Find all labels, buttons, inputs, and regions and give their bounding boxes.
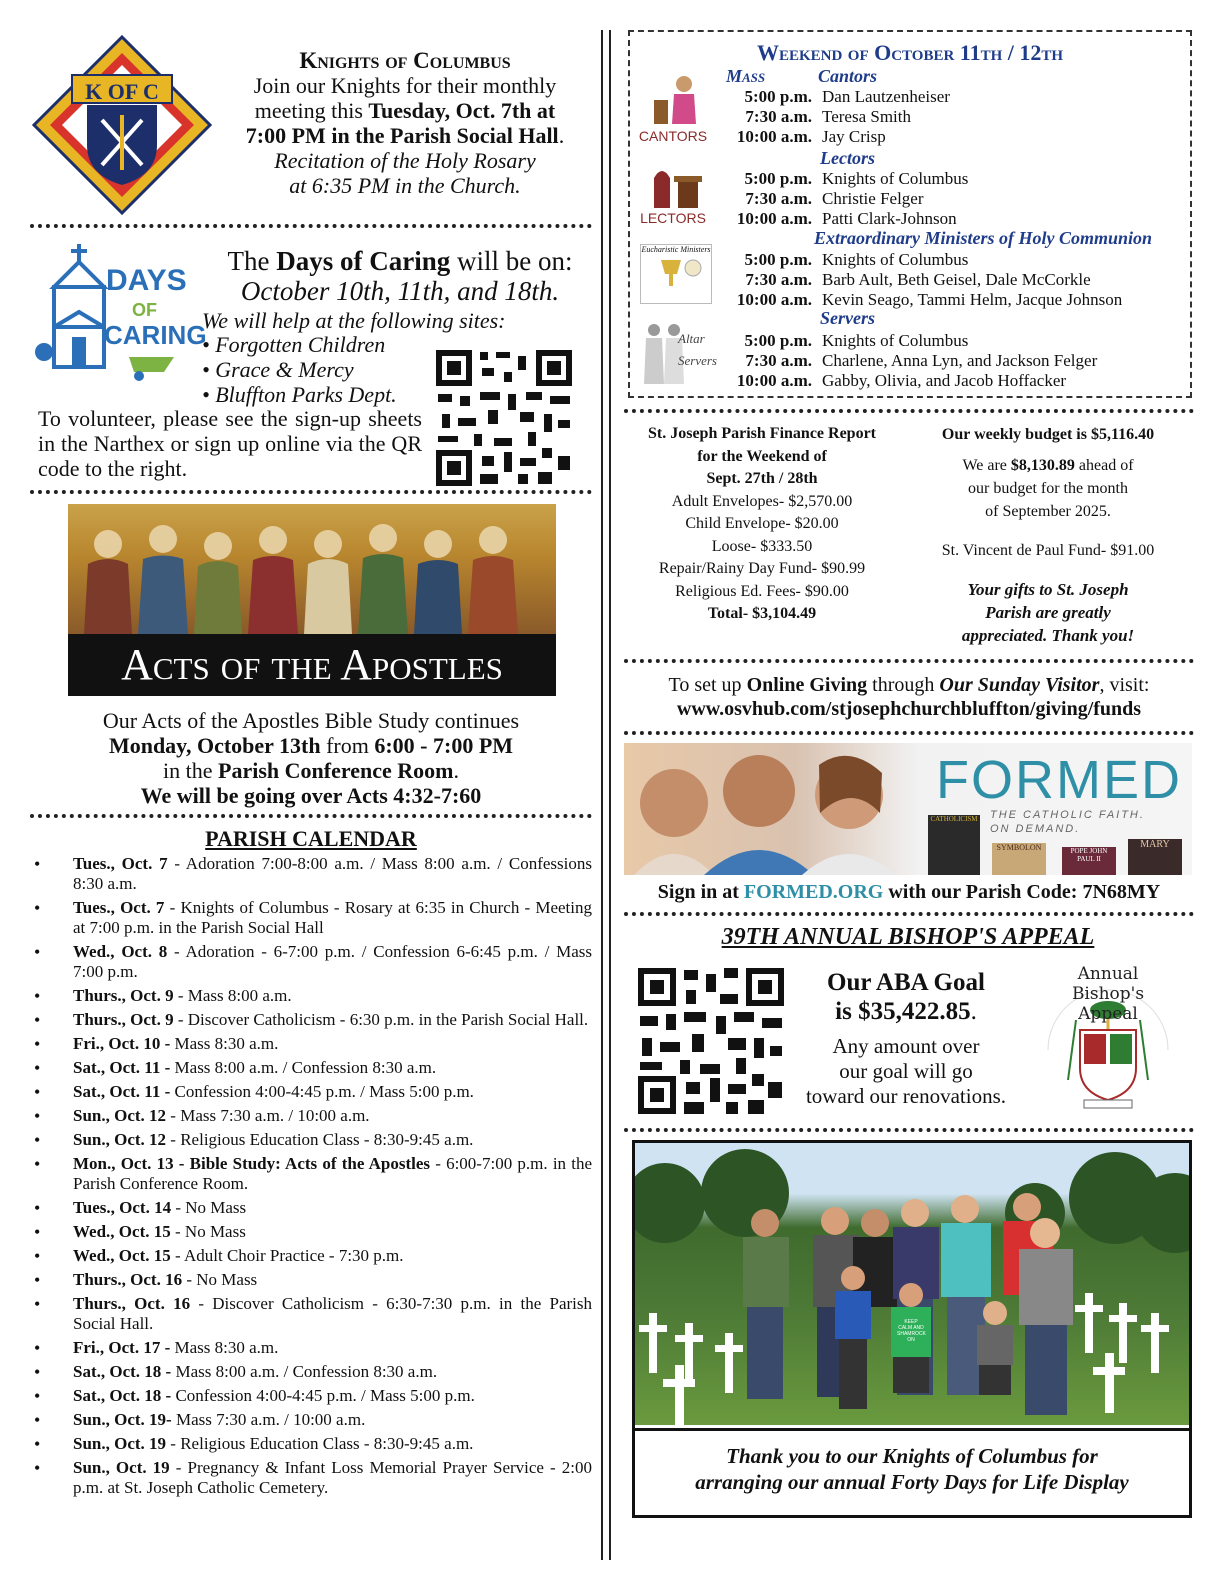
budget-block	[910, 423, 1186, 647]
acts-line3: in the Parish Conference Room.	[163, 758, 459, 783]
photo-frame	[632, 1140, 1192, 1518]
kofc-text	[220, 48, 590, 198]
calendar-item-date: Sat., Oct. 11 -	[73, 1082, 171, 1101]
calendar-item-date: Sat., Oct. 18 -	[73, 1386, 172, 1405]
calendar-item-text: - Mass 7:30 a.m. / 10:00 a.m.	[166, 1106, 370, 1125]
cantors-icon	[634, 72, 712, 142]
svdp-fund: St. Vincent de Paul Fund- $91.00	[941, 542, 1155, 559]
calendar-item-text: - Adoration - 6-7:00 p.m. / Confession 6-6:45 p.m. / Mass 7:00 p.m.	[73, 942, 592, 981]
formed-logo: FORMED	[936, 750, 1182, 810]
em-icon	[640, 244, 712, 304]
appeal-goal	[790, 968, 1022, 1109]
lectors-list	[714, 169, 968, 229]
appeal-any3: toward our renovations.	[805, 1084, 1007, 1108]
calendar-item	[30, 1058, 592, 1078]
calendar-item-text: - Discover Catholicism - 6:30 p.m. in the Parish Social Hall.	[173, 1010, 589, 1029]
formed-book: SYMBOLON	[992, 843, 1046, 875]
giving-line: To set up Online Giving through Our Sunday Visitor, visit:	[668, 674, 1150, 696]
calendar-item	[30, 1458, 592, 1498]
minister-name: Gabby, Olivia, and Jacob Hoffacker	[822, 371, 1067, 390]
kofc-title: Knights of Columbus	[299, 48, 511, 73]
calendar-item	[30, 1222, 592, 1242]
calendar-item-date: Sun., Oct. 19-	[73, 1410, 172, 1429]
calendar-item	[30, 1130, 592, 1150]
minister-name: Charlene, Anna Lyn, and Jackson Felger	[822, 351, 1098, 370]
kofc-section	[30, 30, 592, 220]
caring-heading: The Days of Caring will be on:	[227, 246, 573, 276]
acts-line1: Our Acts of the Apostles Bible Study continues	[102, 708, 520, 733]
acts-banner-title: Acts of the Apostles	[68, 634, 556, 696]
dotted-divider	[624, 1128, 1194, 1132]
minister-name: Patti Clark-Johnson	[822, 209, 957, 228]
finance-line: Religious Ed. Fees- $90.00	[675, 582, 849, 600]
appeal-section	[624, 916, 1194, 1126]
apostles-painting	[68, 504, 556, 634]
calendar-item-text: Mass 8:00 a.m. / Confession 8:30 a.m.	[171, 1362, 438, 1381]
finance-title3: Sept. 27th / 28th	[706, 470, 818, 487]
calendar-item-date: Tues., Oct. 14	[73, 1198, 172, 1217]
finance-title1: St. Joseph Parish Finance Report	[648, 425, 876, 442]
caring-logo-days: DAYS	[106, 264, 187, 297]
calendar-item-text: - No Mass	[171, 1198, 247, 1217]
calendar-item-date: Thurs., Oct. 16	[73, 1270, 183, 1289]
calendar-item-date: Sun., Oct. 19	[73, 1458, 170, 1477]
calendar-item	[30, 1294, 592, 1334]
calendar-item	[30, 1010, 592, 1030]
calendar-item-date: Sun., Oct. 19	[73, 1434, 167, 1453]
caring-site: • Forgotten Children	[202, 332, 386, 357]
left-column	[30, 30, 592, 1502]
minister-time: 5:00 p.m.	[744, 331, 812, 350]
kofc-logo	[32, 35, 212, 215]
finance-line: Adult Envelopes- $2,570.00	[671, 492, 853, 510]
calendar-item-date: Wed., Oct. 8	[73, 942, 168, 961]
calendar-item	[30, 1246, 592, 1266]
caring-section	[30, 228, 592, 490]
acts-line2: Monday, October 13th from 6:00 - 7:00 PM	[108, 733, 514, 758]
appeal-goal-line1: Our ABA Goal	[827, 969, 985, 996]
weekly-budget: Our weekly budget is $5,116.40	[941, 426, 1155, 443]
appeal-title: 39TH ANNUAL BISHOP'S APPEAL	[721, 924, 1095, 950]
calendar-item	[30, 1198, 592, 1218]
calendar-item-date: Fri., Oct. 17 -	[73, 1338, 171, 1357]
bishop-seal-text: Annual Bishop's Appeal	[1071, 964, 1145, 1024]
kofc-line2: meeting this Tuesday, Oct. 7th at	[254, 98, 556, 123]
minister-name: Teresa Smith	[822, 107, 911, 126]
caring-logo-caring: CARING	[104, 320, 207, 350]
minister-row	[714, 290, 1122, 310]
minister-time: 10:00 a.m.	[736, 127, 812, 146]
caring-site: • Grace & Mercy	[202, 357, 354, 382]
caption-line1: Thank you to our Knights of Columbus for	[726, 1444, 1098, 1468]
minister-row	[714, 331, 1097, 351]
minister-row	[714, 209, 968, 229]
calendar-item-text: - Mass 8:00 a.m.	[173, 986, 292, 1005]
calendar-item-text: - Religious Education Class - 8:30-9:45 a.m.	[166, 1130, 474, 1149]
calendar-item-date: Sat., Oct. 18 -	[73, 1362, 172, 1381]
em-header: Extraordinary Ministers of Holy Communion	[814, 228, 1153, 248]
calendar-item-date: Wed., Oct. 15	[73, 1246, 171, 1265]
caring-logo	[34, 242, 207, 382]
cantors-header: Cantors	[818, 66, 878, 86]
caring-site: • Bluffton Parks Dept.	[202, 382, 397, 407]
right-column	[624, 30, 1194, 1518]
acts-banner	[68, 504, 556, 698]
servers-header: Servers	[820, 308, 875, 328]
dotted-divider	[30, 814, 592, 818]
minister-time: 10:00 a.m.	[736, 290, 812, 309]
ahead-line1: We are $8,130.89 ahead of	[962, 457, 1134, 474]
minister-time: 5:00 p.m.	[744, 250, 812, 269]
finance-total: Total- $3,104.49	[707, 605, 817, 622]
minister-time: 5:00 p.m.	[744, 169, 812, 188]
minister-time: 5:00 p.m.	[744, 87, 812, 106]
caring-logo-of: OF	[132, 300, 157, 320]
formed-signin: Sign in at FORMED.ORG with our Parish Code: 7N68MY	[657, 881, 1161, 903]
lectors-header: Lectors	[820, 148, 875, 168]
em-list	[714, 250, 1122, 310]
formed-banner[interactable]	[624, 743, 1192, 875]
calendar-item	[30, 1034, 592, 1054]
calendar-item-date: Sat., Oct. 11 -	[73, 1058, 171, 1077]
kofc-line3: 7:00 PM in the Parish Social Hall.	[245, 123, 565, 148]
calendar-list	[30, 854, 592, 1498]
minister-name: Barb Ault, Beth Geisel, Dale McCorkle	[822, 270, 1091, 289]
caring-volunteer: To volunteer, please see the sign-up sheets in the Narthex or sign up online via the QR code to the right.	[38, 406, 422, 481]
thanks-3: appreciated. Thank you!	[961, 626, 1135, 645]
calendar-item	[30, 942, 592, 982]
weekend-title: Weekend of October 11th / 12th	[756, 40, 1064, 65]
finance-report	[624, 423, 900, 626]
minister-row	[714, 87, 950, 107]
minister-row	[714, 371, 1097, 391]
weekend-box	[628, 30, 1192, 398]
calendar-item-date: Sun., Oct. 12	[73, 1130, 167, 1149]
servers-list	[714, 331, 1097, 391]
column-divider	[601, 30, 611, 1560]
minister-row	[714, 189, 968, 209]
minister-time: 7:30 a.m.	[745, 107, 812, 126]
servers-icon-label: Altar Servers	[678, 331, 717, 368]
cantors-list	[714, 87, 950, 147]
minister-time: 7:30 a.m.	[745, 351, 812, 370]
calendar-item	[30, 854, 592, 894]
thanks-2: Parish are greatly	[985, 603, 1111, 622]
giving-section	[624, 673, 1194, 721]
minister-row	[714, 107, 950, 127]
calendar-item-date: Thurs., Oct. 9	[73, 986, 174, 1005]
cantors-icon-label: CANTORS	[638, 128, 708, 144]
calendar-item	[30, 1082, 592, 1102]
acts-text	[30, 708, 592, 808]
calendar-item-text: - Religious Education Class - 8:30-9:45 a.m.	[166, 1434, 474, 1453]
calendar-item-date: Thurs., Oct. 9	[73, 1010, 174, 1029]
calendar-item	[30, 1270, 592, 1290]
photo-caption	[635, 1428, 1189, 1495]
calendar-item	[30, 986, 592, 1006]
calendar-item-text: - No Mass	[170, 1222, 246, 1241]
minister-name: Knights of Columbus	[822, 169, 969, 188]
servers-icon	[638, 318, 717, 388]
minister-name: Knights of Columbus	[822, 331, 969, 350]
calendar-item-text: - Knights of Columbus - Rosary at 6:35 in Church - Meeting at 7:00 p.m. in the Parish Social Hall	[73, 898, 592, 937]
kofc-rosary1: Recitation of the Holy Rosary	[274, 148, 536, 173]
caring-dates: October 10th, 11th, and 18th.	[240, 276, 560, 306]
minister-time: 7:30 a.m.	[745, 189, 812, 208]
giving-url[interactable]: www.osvhub.com/stjosephchurchbluffton/giving/funds	[676, 698, 1142, 720]
ahead-line3: of September 2025.	[985, 503, 1111, 520]
calendar-item-text: Confession 4:00-4:45 p.m. / Mass 5:00 p.m.	[170, 1082, 474, 1101]
appeal-any2: our goal will go	[839, 1059, 973, 1083]
minister-name: Knights of Columbus	[822, 250, 969, 269]
minister-time: 10:00 a.m.	[736, 371, 812, 390]
calendar-item	[30, 1362, 592, 1382]
calendar-title: PARISH CALENDAR	[205, 826, 417, 851]
em-icon-label: Eucharistic Ministers	[641, 245, 711, 254]
calendar-item-text: Confession 4:00-4:45 p.m. / Mass 5:00 p.m.	[171, 1386, 475, 1405]
caring-sites	[202, 332, 397, 407]
calendar-item-date: Tues., Oct. 7	[73, 854, 168, 873]
shirt-text: KEEP CALM AND SHAMROCK ON	[897, 1319, 926, 1343]
calendar-item-text: Mass 8:30 a.m.	[170, 1338, 279, 1357]
calendar-item	[30, 1386, 592, 1406]
calendar-item-date: Tues., Oct. 7	[73, 898, 165, 917]
calendar-item-text: - Adoration 7:00-8:00 a.m. / Mass 8:00 a.m. / Confessions 8:30 a.m.	[73, 854, 593, 893]
calendar-item-date: Fri., Oct. 10 -	[73, 1034, 171, 1053]
formed-book: MARY	[1128, 839, 1182, 875]
appeal-qr-code[interactable]	[636, 966, 786, 1116]
minister-row	[714, 127, 950, 147]
formed-book: POPE JOHN PAUL II	[1062, 847, 1116, 875]
mass-header: Mass	[726, 66, 766, 86]
calendar-item-text: - 6:00-7:00 p.m. in the Parish Conference Room.	[73, 1154, 593, 1193]
minister-row	[714, 351, 1097, 371]
finance-line: Loose- $333.50	[711, 537, 813, 555]
formed-tagline1: THE CATHOLIC FAITH.	[990, 809, 1145, 821]
kofc-line1: Join our Knights for their monthly	[253, 73, 557, 98]
caption-line2: arranging our annual Forty Days for Life Display	[695, 1470, 1129, 1494]
minister-name: Christie Felger	[822, 189, 924, 208]
dotted-divider	[624, 659, 1194, 663]
minister-row	[714, 270, 1122, 290]
calendar-item-text: - Pregnancy & Infant Loss Memorial Prayer Service - 2:00 p.m. at St. Joseph Catholic Cemetery.	[73, 1458, 592, 1497]
ahead-line2: our budget for the month	[968, 480, 1128, 497]
calendar-item-date: Wed., Oct. 15	[73, 1222, 171, 1241]
calendar-item	[30, 1410, 592, 1430]
formed-tagline2: ON DEMAND.	[990, 823, 1081, 835]
minister-name: Dan Lautzenheiser	[822, 87, 950, 106]
dotted-divider	[30, 490, 592, 494]
finance-line: Child Envelope- $20.00	[685, 515, 839, 532]
caring-qr-code[interactable]	[434, 348, 574, 488]
dotted-divider	[624, 731, 1194, 735]
formed-book: CATHOLICISM	[928, 815, 980, 875]
minister-time: 10:00 a.m.	[736, 209, 812, 228]
calendar-item	[30, 1154, 592, 1194]
calendar-item-text: Mass 7:30 a.m. / 10:00 a.m.	[171, 1410, 366, 1429]
calendar-item-text: Mass 8:00 a.m. / Confession 8:30 a.m.	[170, 1058, 437, 1077]
calendar-item	[30, 1434, 592, 1454]
finance-line: Repair/Rainy Day Fund- $90.99	[658, 560, 866, 577]
finance-section	[624, 413, 1194, 659]
calendar-item	[30, 1106, 592, 1126]
finance-title2: for the Weekend of	[697, 447, 827, 465]
thanks-1: Your gifts to St. Joseph	[967, 580, 1129, 599]
calendar-item-text: Mass 8:30 a.m.	[170, 1034, 279, 1053]
calendar-item-date: Thurs., Oct. 16	[73, 1294, 191, 1313]
minister-time: 7:30 a.m.	[745, 270, 812, 289]
calendar-item-date: Sun., Oct. 12	[73, 1106, 167, 1125]
calendar-item	[30, 898, 592, 938]
bishop-seal	[1028, 960, 1188, 1120]
calendar-item-date: Mon., Oct. 13 - Bible Study: Acts of the Apostles	[73, 1154, 431, 1173]
calendar-item-text: - No Mass	[182, 1270, 258, 1289]
appeal-any1: Any amount over	[832, 1034, 980, 1058]
minister-name: Kevin Seago, Tammi Helm, Jacque Johnson	[822, 290, 1123, 309]
kofc-rosary2: at 6:35 PM in the Church.	[289, 173, 521, 198]
lectors-icon	[634, 160, 712, 226]
calendar-item-text: - Discover Catholicism - 6:30-7:30 p.m. in the Parish Social Hall.	[73, 1294, 592, 1333]
appeal-goal-line2: is $35,422.85.	[835, 998, 977, 1025]
minister-name: Jay Crisp	[822, 127, 886, 146]
calendar-item	[30, 1338, 592, 1358]
kofc-group-photo	[635, 1143, 1189, 1425]
caring-intro: We will help at the following sites:	[202, 308, 506, 333]
calendar-item-text: - Adult Choir Practice - 7:30 p.m.	[170, 1246, 404, 1265]
minister-row	[714, 169, 968, 189]
acts-line4: We will be going over Acts 4:32-7:60	[140, 783, 482, 808]
lectors-icon-label: LECTORS	[640, 210, 706, 226]
minister-row	[714, 250, 1122, 270]
kofc-logo-text: K OF C	[85, 79, 159, 104]
